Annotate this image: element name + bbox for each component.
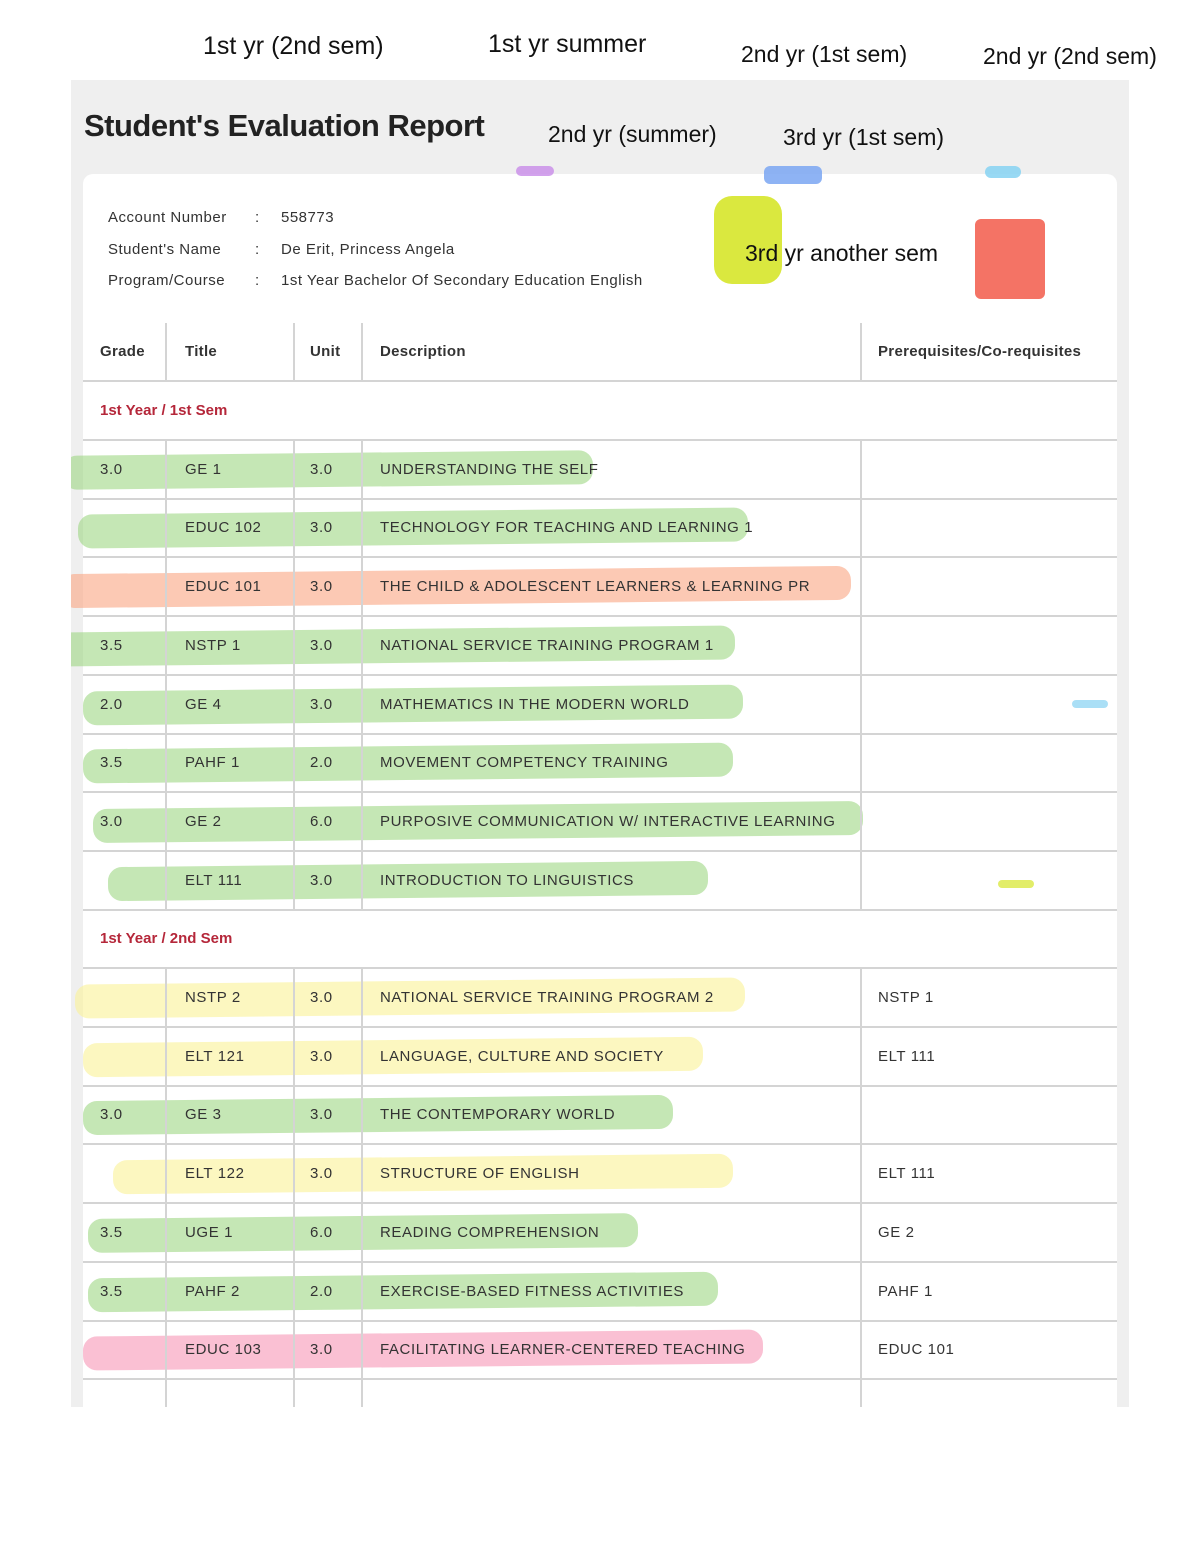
header-title: Title xyxy=(185,343,218,360)
program-label: Program/Course xyxy=(108,272,226,289)
lime-mark xyxy=(998,880,1034,888)
group-header-row xyxy=(83,382,1117,441)
unit-cell: 3.0 xyxy=(310,1165,333,1183)
column-divider xyxy=(860,499,862,556)
table-row xyxy=(83,1028,1117,1087)
table-row-empty xyxy=(83,1380,1117,1407)
column-divider xyxy=(293,969,295,1026)
column-divider xyxy=(165,617,167,674)
separator: : xyxy=(255,272,260,289)
program-value: 1st Year Bachelor Of Secondary Education English xyxy=(281,272,643,289)
column-divider xyxy=(165,1380,167,1407)
column-divider xyxy=(293,1028,295,1085)
title-cell: PAHF 2 xyxy=(185,1282,241,1300)
title-cell: ELT 122 xyxy=(185,1165,245,1183)
column-divider xyxy=(165,969,167,1026)
unit-cell: 3.0 xyxy=(310,636,333,654)
unit-cell: 2.0 xyxy=(310,754,333,772)
column-divider xyxy=(361,617,363,674)
prereq-cell: ELT 111 xyxy=(878,1165,936,1183)
table-row xyxy=(83,676,1117,735)
title-cell: GE 1 xyxy=(185,460,222,478)
column-divider xyxy=(165,1263,167,1320)
column-divider xyxy=(361,969,363,1026)
table-row xyxy=(83,441,1117,500)
table-row xyxy=(83,1263,1117,1322)
unit-cell: 3.0 xyxy=(310,989,333,1006)
student-name-value: De Erit, Princess Angela xyxy=(281,241,455,258)
title-cell: EDUC 103 xyxy=(185,1341,262,1359)
report-panel xyxy=(71,80,1129,1407)
description-cell: MOVEMENT COMPETENCY TRAINING xyxy=(380,754,669,772)
column-divider xyxy=(860,1263,862,1320)
column-divider xyxy=(361,676,363,733)
unit-cell: 3.0 xyxy=(310,1047,333,1065)
table-row xyxy=(83,734,1117,793)
column-divider xyxy=(165,1145,167,1202)
column-divider xyxy=(860,1380,862,1407)
grade-cell: 3.0 xyxy=(100,812,123,830)
table-row xyxy=(83,1204,1117,1263)
column-divider xyxy=(293,617,295,674)
annotation-2nd-yr-2nd-sem: 2nd yr (2nd sem) xyxy=(983,43,1157,69)
column-divider xyxy=(165,558,167,615)
column-divider xyxy=(293,1380,295,1407)
grade-cell: 3.5 xyxy=(100,1223,123,1241)
red-swatch xyxy=(975,219,1045,299)
annotation-3rd-yr-another-sem: 3rd yr another sem xyxy=(745,240,939,266)
header-description: Description xyxy=(380,343,466,360)
group-label: 1st Year / 2nd Sem xyxy=(100,930,233,948)
column-divider xyxy=(293,852,295,909)
report-title: Student's Evaluation Report xyxy=(84,108,485,143)
prereq-cell: EDUC 101 xyxy=(878,1341,955,1359)
column-divider xyxy=(361,1380,363,1407)
title-cell: ELT 111 xyxy=(185,871,243,889)
grade-cell: 3.0 xyxy=(100,460,123,478)
column-divider xyxy=(860,441,862,498)
title-cell: GE 4 xyxy=(185,695,222,713)
header-prerequisites: Prerequisites/Co-requisites xyxy=(878,343,1082,360)
column-divider xyxy=(860,793,862,850)
title-cell: GE 3 xyxy=(185,1106,222,1124)
column-divider xyxy=(165,441,167,498)
column-divider xyxy=(361,734,363,791)
column-divider xyxy=(165,852,167,909)
title-cell: UGE 1 xyxy=(185,1223,234,1241)
table-header xyxy=(83,323,1117,382)
grade-cell: 3.5 xyxy=(100,754,123,772)
purple-swatch xyxy=(516,166,554,176)
column-divider xyxy=(361,1028,363,1085)
account-number-row xyxy=(108,209,334,226)
column-divider xyxy=(860,323,862,380)
title-cell: PAHF 1 xyxy=(185,754,241,772)
group-label: 1st Year / 1st Sem xyxy=(100,402,228,419)
column-divider xyxy=(293,323,295,380)
description-cell: NATIONAL SERVICE TRAINING PROGRAM 1 xyxy=(380,636,714,654)
prereq-cell: GE 2 xyxy=(878,1223,915,1241)
prereq-cell: ELT 111 xyxy=(878,1047,936,1065)
column-divider xyxy=(293,1145,295,1202)
grade-cell: 2.0 xyxy=(100,695,123,713)
column-divider xyxy=(165,1321,167,1378)
table-row xyxy=(83,1145,1117,1204)
unit-cell: 6.0 xyxy=(310,812,333,830)
column-divider xyxy=(293,1204,295,1261)
unit-cell: 3.0 xyxy=(310,578,333,596)
title-cell: EDUC 101 xyxy=(185,578,262,596)
separator: : xyxy=(255,241,260,258)
column-divider xyxy=(165,676,167,733)
description-cell: READING COMPREHENSION xyxy=(380,1223,600,1241)
annotation-3rd-yr-1st-sem: 3rd yr (1st sem) xyxy=(783,124,945,150)
account-number-value: 558773 xyxy=(281,209,335,226)
column-divider xyxy=(361,1086,363,1143)
column-divider xyxy=(165,323,167,380)
column-divider xyxy=(361,1263,363,1320)
table-row xyxy=(83,499,1117,558)
column-divider xyxy=(361,1204,363,1261)
description-cell: TECHNOLOGY FOR TEACHING AND LEARNING 1 xyxy=(380,519,754,537)
column-divider xyxy=(165,1204,167,1261)
column-divider xyxy=(293,1086,295,1143)
column-divider xyxy=(860,1204,862,1261)
description-cell: UNDERSTANDING THE SELF xyxy=(380,460,599,478)
title-cell: NSTP 2 xyxy=(185,989,241,1006)
description-cell: LANGUAGE, CULTURE AND SOCIETY xyxy=(380,1047,664,1065)
grade-cell: 3.0 xyxy=(100,1106,123,1124)
column-divider xyxy=(860,1321,862,1378)
account-number-label: Account Number xyxy=(108,209,227,226)
unit-cell: 3.0 xyxy=(310,519,333,537)
column-divider xyxy=(361,793,363,850)
description-cell: PURPOSIVE COMMUNICATION W/ INTERACTIVE LEARNING xyxy=(380,812,836,830)
unit-cell: 3.0 xyxy=(310,695,333,713)
column-divider xyxy=(860,1086,862,1143)
unit-cell: 3.0 xyxy=(310,460,333,478)
description-cell: THE CHILD & ADOLESCENT LEARNERS & LEARNING PR xyxy=(380,578,811,596)
header-grade: Grade xyxy=(100,343,145,360)
annotation-1st-yr-2nd-sem: 1st yr (2nd sem) xyxy=(203,32,384,60)
skyblue-swatch xyxy=(985,166,1021,178)
column-divider xyxy=(293,734,295,791)
column-divider xyxy=(860,558,862,615)
column-divider xyxy=(165,1086,167,1143)
description-cell: MATHEMATICS IN THE MODERN WORLD xyxy=(380,695,690,713)
table-row xyxy=(83,969,1117,1028)
table-row xyxy=(83,1086,1117,1145)
blue-swatch xyxy=(764,166,822,184)
description-cell: STRUCTURE OF ENGLISH xyxy=(380,1165,580,1183)
sky-blue-mark xyxy=(1072,700,1108,708)
column-divider xyxy=(860,969,862,1026)
column-divider xyxy=(361,1145,363,1202)
column-divider xyxy=(860,676,862,733)
column-divider xyxy=(293,793,295,850)
table-row xyxy=(83,1321,1117,1380)
column-divider xyxy=(361,499,363,556)
unit-cell: 2.0 xyxy=(310,1282,333,1300)
description-cell: FACILITATING LEARNER-CENTERED TEACHING xyxy=(380,1341,746,1359)
column-divider xyxy=(165,499,167,556)
annotation-2nd-yr-1st-sem: 2nd yr (1st sem) xyxy=(741,41,908,67)
column-divider xyxy=(860,617,862,674)
table-row xyxy=(83,852,1117,911)
report-card xyxy=(83,174,1117,1407)
unit-cell: 3.0 xyxy=(310,1341,333,1359)
column-divider xyxy=(361,441,363,498)
title-cell: NSTP 1 xyxy=(185,636,241,654)
column-divider xyxy=(860,734,862,791)
table-row xyxy=(83,793,1117,852)
column-divider xyxy=(361,1321,363,1378)
prereq-cell: NSTP 1 xyxy=(878,989,934,1006)
column-divider xyxy=(165,734,167,791)
column-divider xyxy=(165,1028,167,1085)
column-divider xyxy=(361,852,363,909)
column-divider xyxy=(860,1028,862,1085)
grade-cell: 3.5 xyxy=(100,636,123,654)
group-header-row xyxy=(83,910,1117,969)
table-row xyxy=(83,617,1117,676)
prereq-cell: PAHF 1 xyxy=(878,1282,934,1300)
column-divider xyxy=(293,499,295,556)
column-divider xyxy=(293,441,295,498)
program-row xyxy=(108,272,643,289)
separator: : xyxy=(255,209,260,226)
description-cell: NATIONAL SERVICE TRAINING PROGRAM 2 xyxy=(380,989,714,1006)
column-divider xyxy=(293,1263,295,1320)
annotation-2nd-yr-summer: 2nd yr (summer) xyxy=(548,121,717,147)
table-row xyxy=(83,558,1117,617)
title-cell: GE 2 xyxy=(185,812,222,830)
column-divider xyxy=(860,1145,862,1202)
description-cell: THE CONTEMPORARY WORLD xyxy=(380,1106,616,1124)
unit-cell: 6.0 xyxy=(310,1223,333,1241)
unit-cell: 3.0 xyxy=(310,1106,333,1124)
annotation-1st-yr-summer: 1st yr summer xyxy=(488,30,647,58)
description-cell: EXERCISE-BASED FITNESS ACTIVITIES xyxy=(380,1282,685,1300)
unit-cell: 3.0 xyxy=(310,871,333,889)
title-cell: ELT 121 xyxy=(185,1047,245,1065)
description-cell: INTRODUCTION TO LINGUISTICS xyxy=(380,871,634,889)
column-divider xyxy=(165,793,167,850)
column-divider xyxy=(293,558,295,615)
title-cell: EDUC 102 xyxy=(185,519,262,537)
grade-cell: 3.5 xyxy=(100,1282,123,1300)
header-unit: Unit xyxy=(310,343,341,360)
column-divider xyxy=(361,323,363,380)
student-name-row xyxy=(108,241,455,258)
column-divider xyxy=(361,558,363,615)
column-divider xyxy=(293,676,295,733)
column-divider xyxy=(860,852,862,909)
column-divider xyxy=(293,1321,295,1378)
student-name-label: Student's Name xyxy=(108,241,222,258)
